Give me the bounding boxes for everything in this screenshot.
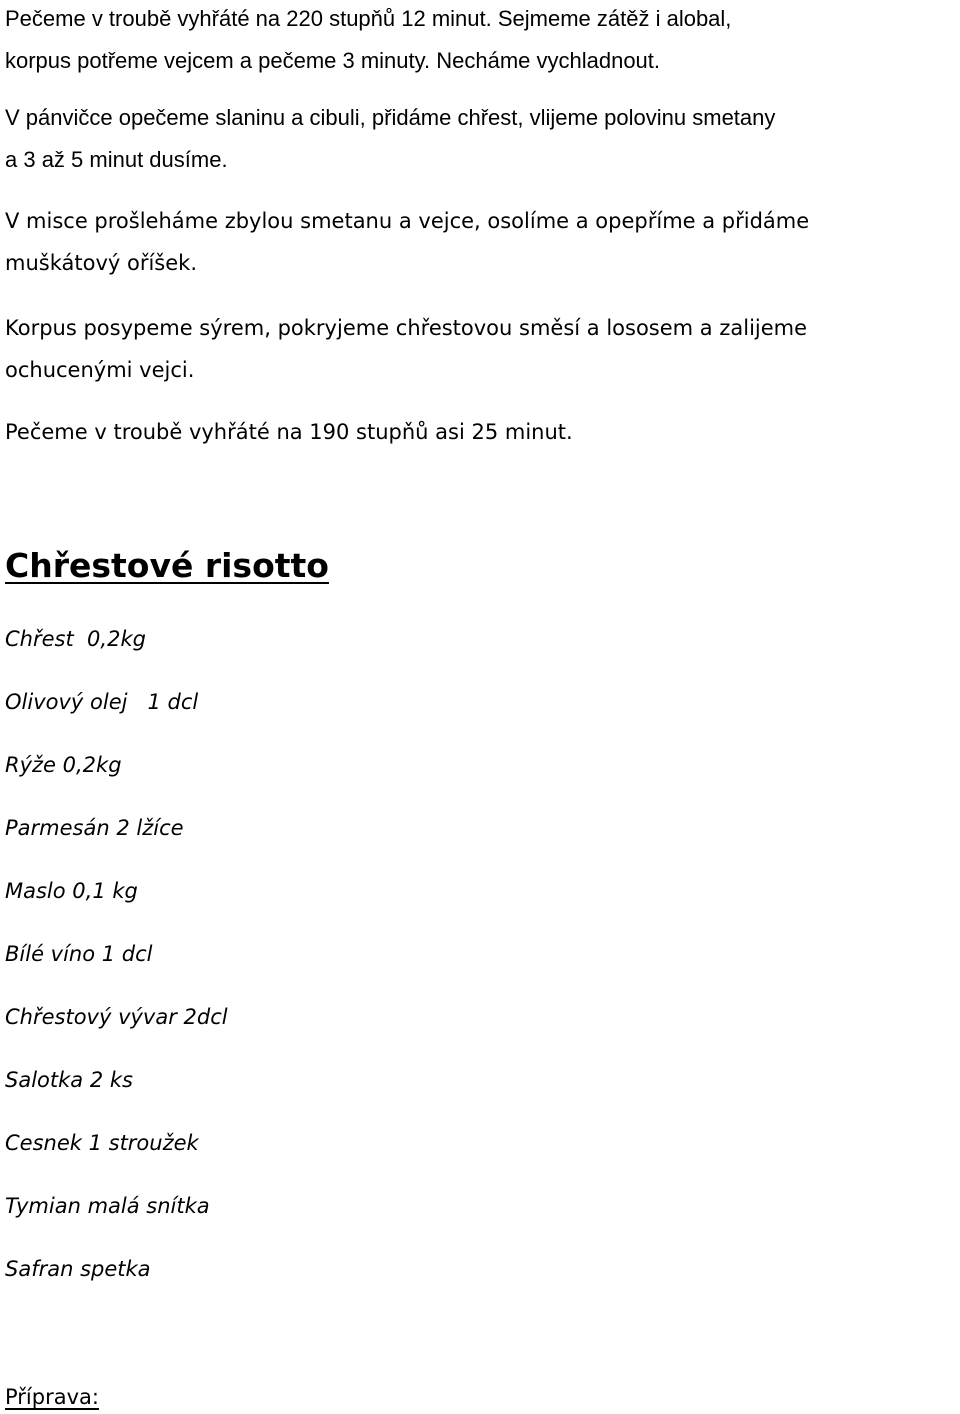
- text-line: Pečeme v troubě vyhřáté na 220 stupňů 12 minut. Sejmeme zátěž i alobal,: [5, 6, 732, 31]
- text-line: Korpus posypeme sýrem, pokryjeme chřestovou směsí a lososem a zalijeme: [5, 316, 808, 340]
- text-line: muškátový oříšek.: [5, 251, 197, 275]
- recipe-title: Chřestové risotto: [5, 546, 329, 585]
- step-paragraph-fry-bacon: [5, 97, 955, 181]
- step-paragraph-assemble: [5, 307, 955, 391]
- ingredient-item: Safran spetka: [5, 1257, 151, 1281]
- ingredient-item: Olivový olej 1 dcl: [5, 690, 199, 714]
- ingredient-item: Chřestový vývar 2dcl: [5, 1005, 228, 1029]
- text-line: V misce prošleháme zbylou smetanu a vejce, osolíme a opepříme a přidáme: [5, 209, 810, 233]
- text-line: a 3 až 5 minut dusíme.: [5, 147, 228, 172]
- ingredient-item: Salotka 2 ks: [5, 1068, 133, 1092]
- text-line: V pánvičce opečeme slaninu a cibuli, přidáme chřest, vlijeme polovinu smetany: [5, 105, 776, 130]
- step-paragraph-final-bake: [5, 411, 955, 453]
- preparation-heading: Příprava:: [5, 1385, 99, 1409]
- ingredient-item: Bílé víno 1 dcl: [5, 942, 153, 966]
- step-paragraph-whisk-cream: [5, 200, 955, 284]
- ingredient-item: Rýže 0,2kg: [5, 753, 122, 777]
- ingredient-item: Parmesán 2 lžíce: [5, 816, 184, 840]
- text-line: korpus potřeme vejcem a pečeme 3 minuty. Necháme vychladnout.: [5, 48, 661, 73]
- text-line: Pečeme v troubě vyhřáté na 190 stupňů asi 25 minut.: [5, 420, 573, 444]
- text-line: ochucenými vejci.: [5, 358, 195, 382]
- step-paragraph-bake-crust: [5, 0, 955, 82]
- ingredient-item: Maslo 0,1 kg: [5, 879, 138, 903]
- ingredient-item: Cesnek 1 stroužek: [5, 1131, 199, 1155]
- ingredient-item: Chřest 0,2kg: [5, 627, 146, 651]
- ingredient-item: Tymian malá snítka: [5, 1194, 210, 1218]
